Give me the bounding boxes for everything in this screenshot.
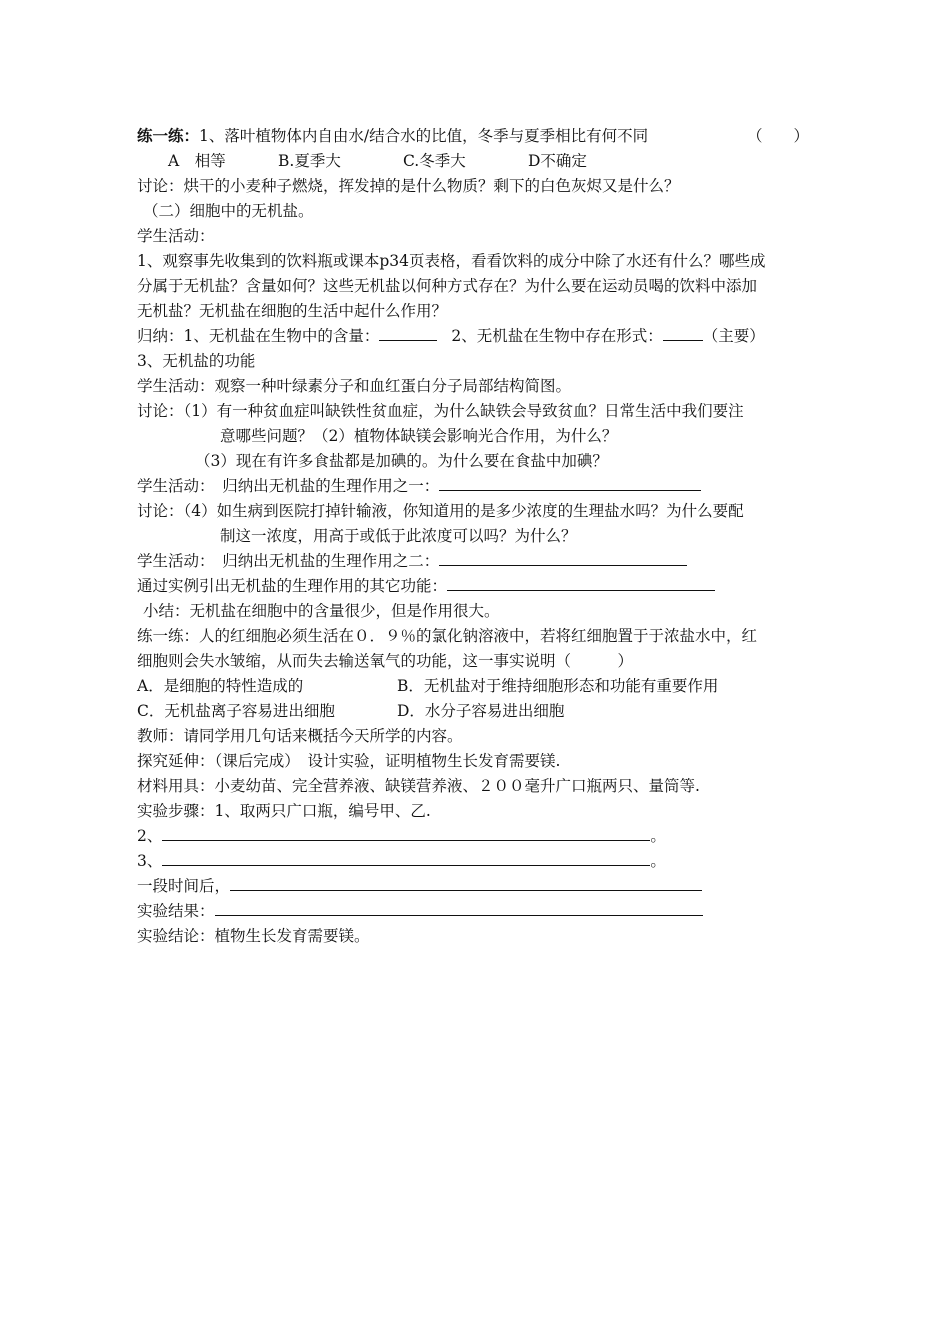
practice-1-question: 1、落叶植物体内自由水/结合水的比值，冬季与夏季相比有何不同 bbox=[199, 127, 649, 145]
steps-line: 实验步骤：1、取两只广口瓶，编号甲、乙. bbox=[137, 802, 431, 820]
step-number: 2、 bbox=[137, 827, 163, 845]
step-2-line bbox=[137, 825, 666, 847]
activity-line bbox=[137, 550, 687, 572]
materials-line: 材料用具：小麦幼苗、完全营养液、缺镁营养液、２００毫升广口瓶两只、量筒等. bbox=[137, 777, 700, 795]
option-a: A．是细胞的特性造成的 bbox=[137, 677, 304, 695]
discussion-line: （3）现在有许多食盐都是加碘的。为什么要在食盐中加碘？ bbox=[195, 452, 608, 470]
paragraph-text: 通过实例引出无机盐的生理作用的其它功能： bbox=[137, 577, 448, 595]
student-activity-label: 学生活动： bbox=[137, 227, 215, 245]
fill-blank[interactable] bbox=[162, 826, 650, 841]
practice-2-line: 练一练：人的红细胞必须生活在０．９％的氯化钠溶液中，若将红细胞置于于浓盐水中，红 bbox=[137, 627, 758, 645]
extension-line: 探究延伸：（课后完成） 设计实验，证明植物生长发育需要镁. bbox=[137, 752, 561, 770]
practice-1-line bbox=[137, 125, 810, 147]
options-row bbox=[137, 700, 565, 722]
option-d: D不确定 bbox=[528, 152, 587, 170]
summary-item-2: 2、无机盐在生物中存在形式： bbox=[451, 327, 663, 345]
fill-blank[interactable] bbox=[439, 551, 687, 566]
fill-blank[interactable] bbox=[447, 576, 715, 591]
discussion-line: 讨论：（1）有一种贫血症叫缺铁性贫血症，为什么缺铁会导致贫血？日常生活中我们要注 bbox=[137, 402, 744, 420]
activity-text: 学生活动： 归纳出无机盐的生理作用之一： bbox=[137, 477, 440, 495]
step-number: 3、 bbox=[137, 852, 163, 870]
fill-blank[interactable] bbox=[439, 476, 701, 491]
paragraph-line: 无机盐？无机盐在细胞的生活中起什么作用？ bbox=[137, 302, 448, 320]
paragraph-line bbox=[137, 575, 715, 597]
option-b: B．无机盐对于维持细胞形态和功能有重要作用 bbox=[397, 677, 719, 695]
practice-2-line: 细胞则会失水皱缩，从而失去输送氧气的功能，这一事实说明（ ） bbox=[137, 652, 634, 670]
option-a: A 相等 bbox=[168, 152, 226, 170]
practice-label: 练一练： bbox=[137, 126, 200, 145]
section-heading: （二）细胞中的无机盐。 bbox=[143, 202, 314, 220]
practice-1-options bbox=[168, 150, 587, 172]
result-line bbox=[137, 900, 703, 922]
fill-blank[interactable] bbox=[230, 876, 702, 891]
fill-blank[interactable] bbox=[379, 326, 437, 341]
after-time-line bbox=[137, 875, 702, 897]
options-row bbox=[137, 675, 719, 697]
summary-line bbox=[137, 325, 765, 347]
option-c: C．无机盐离子容易进出细胞 bbox=[137, 702, 335, 720]
summary-item-1: 归纳：1、无机盐在生物中的含量： bbox=[137, 327, 380, 345]
paragraph-line: 分属于无机盐？含量如何？这些无机盐以何种方式存在？为什么要在运动员喝的饮料中添加 bbox=[137, 277, 758, 295]
result-label: 实验结果： bbox=[137, 902, 215, 920]
option-d: D．水分子容易进出细胞 bbox=[397, 702, 565, 720]
conclusion-line: 实验结论：植物生长发育需要镁。 bbox=[137, 927, 370, 945]
fill-blank[interactable] bbox=[663, 326, 703, 341]
step-3-line bbox=[137, 850, 666, 872]
activity-text: 学生活动： 归纳出无机盐的生理作用之二： bbox=[137, 552, 440, 570]
period: 。 bbox=[650, 827, 666, 845]
discussion-line: 讨论：烘干的小麦种子燃烧，挥发掉的是什么物质？剩下的白色灰烬又是什么？ bbox=[137, 177, 680, 195]
paragraph-line: 1、观察事先收集到的饮料瓶或课本p34页表格，看看饮料的成分中除了水还有什么？哪些成 bbox=[137, 252, 766, 270]
fill-blank[interactable] bbox=[162, 851, 650, 866]
activity-line bbox=[137, 475, 701, 497]
answer-paren: （ ） bbox=[747, 127, 810, 145]
discussion-line: 意哪些问题？（2）植物体缺镁会影响光合作用，为什么？ bbox=[220, 427, 618, 445]
paragraph-line: 学生活动：观察一种叶绿素分子和血红蛋白分子局部结构简图。 bbox=[137, 377, 572, 395]
after-time-label: 一段时间后， bbox=[137, 877, 231, 895]
fill-blank[interactable] bbox=[215, 901, 703, 916]
period: 。 bbox=[650, 852, 666, 870]
option-b: B.夏季大 bbox=[278, 152, 341, 170]
discussion-line: 讨论：（4）如生病到医院打掉针输液，你知道用的是多少浓度的生理盐水吗？为什么要配 bbox=[137, 502, 744, 520]
option-c: C.冬季大 bbox=[403, 152, 466, 170]
discussion-line: 制这一浓度，用高于或低于此浓度可以吗？为什么？ bbox=[220, 527, 577, 545]
conclusion-line: 小结：无机盐在细胞中的含量很少，但是作用很大。 bbox=[143, 602, 500, 620]
summary-note: （主要） bbox=[702, 327, 765, 345]
teacher-line: 教师：请同学用几句话来概括今天所学的内容。 bbox=[137, 727, 463, 745]
subheading: 3、无机盐的功能 bbox=[137, 352, 256, 370]
